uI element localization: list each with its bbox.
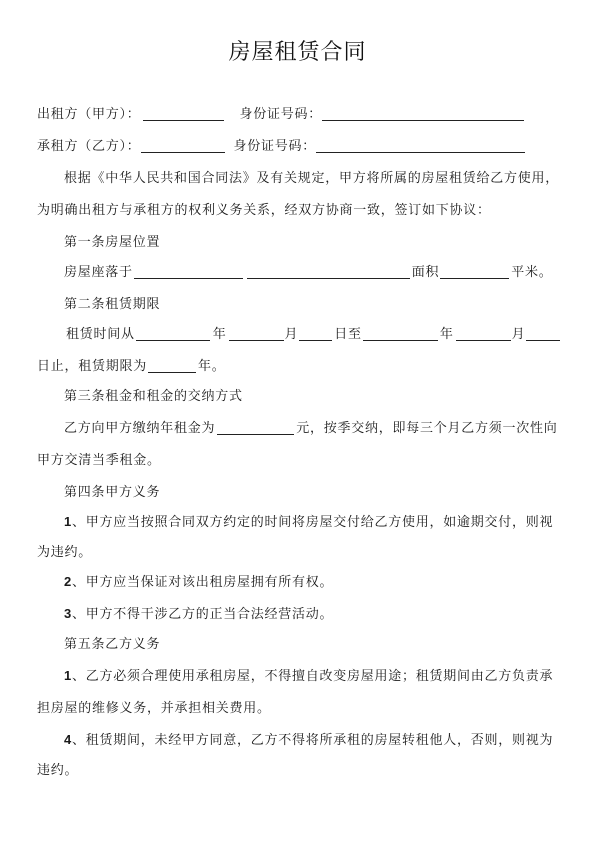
item-text: 为违约。 [37,544,93,559]
list-item-continuation [37,761,78,779]
item-text: 、租赁期间，未经甲方同意，乙方不得将所承租的房屋转租他人，否则，则视为 [71,732,554,747]
years-suffix: 年。 [198,358,226,373]
rent-row [64,419,558,437]
location-row [64,263,553,281]
lessor-id-blank [322,108,524,121]
item-text: 违约。 [37,762,79,777]
lessee-name-blank [141,140,225,153]
lessee-label: 承租方（乙方）： [37,138,141,153]
heading-text: 第三条租金和租金的交纳方式 [64,388,243,403]
preamble-text: 根据《中华人民共和国合同法》及有关规定，甲方将所属的房屋租赁给乙方使用， [64,170,560,185]
start-day-blank [299,328,332,341]
item-text: 担房屋的维修义务，并承担相关费用。 [37,700,271,715]
item-number: 4 [64,732,72,747]
location-label: 房屋座落于 [64,264,133,279]
list-item [64,513,553,531]
item-number: 1 [64,668,72,683]
area-blank [440,266,509,279]
lessee-row [37,137,525,155]
rent-row-2 [37,451,161,469]
item-number: 2 [64,574,72,589]
month-label: 月 [284,326,299,341]
lessor-name-blank [143,108,224,121]
document-title: 房屋租赁合同 [228,39,367,64]
term-years-blank [148,360,196,373]
start-month-blank [229,328,284,341]
rent-prefix: 乙方向甲方缴纳年租金为 [64,420,216,435]
heading-text: 第五条乙方义务 [64,636,161,651]
year-label: 年 [212,326,227,341]
heading-text: 第二条租赁期限 [64,296,161,311]
rent-amount-blank [217,422,294,435]
heading-text: 第一条房屋位置 [64,234,161,249]
location-blank-1 [134,266,243,279]
lessee-id-label: 身份证号码： [233,138,317,153]
year-label: 年 [439,326,454,341]
area-label: 面积 [411,264,440,279]
article-2-heading [64,295,160,313]
end-year-blank [363,328,438,341]
month-label: 月 [511,326,526,341]
item-number: 1 [64,514,72,529]
item-text: 、甲方应当保证对该出租房屋拥有所有权。 [71,574,334,589]
article-5-heading [64,635,160,653]
area-unit: 平米。 [511,264,553,279]
rent-suffix: 元，按季交纳，即每三个月乙方须一次性向 [296,420,558,435]
preamble-line-2 [37,201,491,219]
end-label: 日止，租赁期限为 [37,358,148,373]
lease-term-row [37,357,226,375]
item-text: 、甲方应当按照合同双方约定的时间将房屋交付给乙方使用，如逾期交付，则视 [71,514,554,529]
list-item [64,605,333,623]
list-item [64,573,333,591]
article-3-heading [64,387,243,405]
list-item-continuation [37,543,92,561]
article-4-heading [64,483,160,501]
end-day-blank [526,328,560,341]
list-item-continuation [37,699,271,717]
preamble-line-1 [64,169,559,187]
location-blank-2 [247,266,410,279]
day-to-label: 日至 [334,326,362,341]
list-item [64,667,553,685]
from-label: 租赁时间从 [66,326,135,341]
lessor-label: 出租方（甲方）： [37,106,141,121]
item-text: 、甲方不得干涉乙方的正当合法经营活动。 [71,606,334,621]
lessee-id-blank [316,140,525,153]
rent-line-2: 甲方交清当季租金。 [37,452,161,467]
list-item [64,731,553,749]
item-text: 、乙方必须合理使用承租房屋，不得擅自改变房屋用途；租赁期间由乙方负责承 [71,668,554,683]
lease-period-row [66,325,560,343]
preamble-text: 为明确出租方与承租方的权利义务关系，经双方协商一致，签订如下协议： [37,202,491,217]
end-month-blank [456,328,511,341]
heading-text: 第四条甲方义务 [64,484,161,499]
start-year-blank [136,328,210,341]
article-1-heading [64,233,160,251]
lessor-id-label: 身份证号码： [239,106,323,121]
item-number: 3 [64,606,72,621]
lessor-row [37,105,524,123]
